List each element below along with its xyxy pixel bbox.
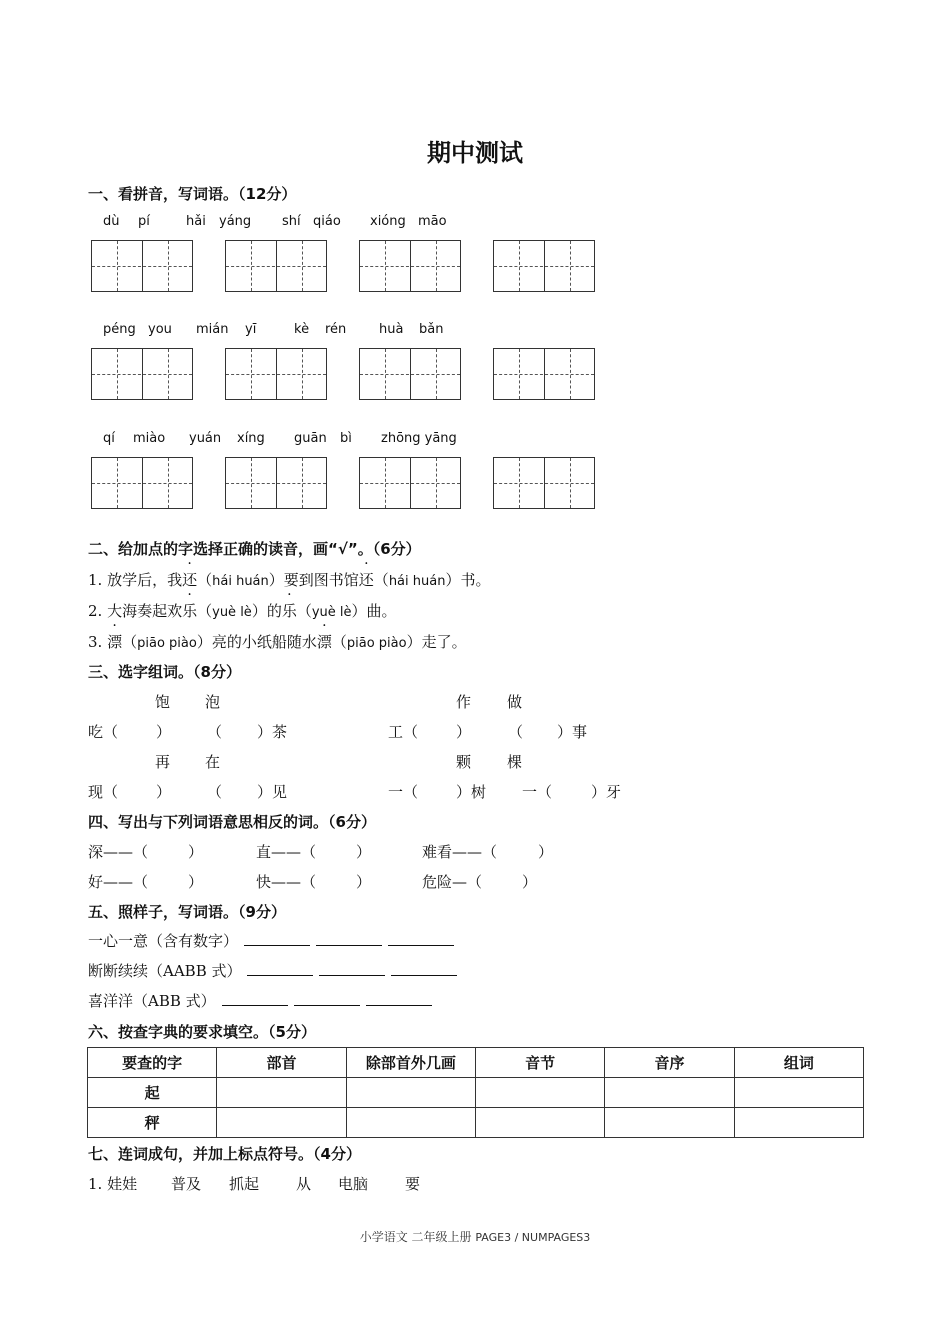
antonym-close: ） — [356, 873, 372, 891]
page-footer — [0, 1228, 950, 1245]
section-7-heading: 七、连词成句，并加上标点符号。（4分） — [88, 1145, 361, 1163]
pinyin: bì — [340, 431, 352, 446]
pinyin: zhōng yāng — [381, 431, 457, 446]
dotted-char: 还 — [358, 571, 374, 589]
lookup-char: 起 — [88, 1078, 217, 1108]
char-option: 再 — [155, 753, 171, 771]
pinyin: pí — [138, 214, 150, 229]
writing-grid-row-2 — [0, 348, 950, 400]
fill-blank[interactable]: （ — [508, 723, 524, 741]
dictionary-table — [87, 1047, 864, 1138]
pinyin-choice[interactable]: hái huán — [388, 574, 446, 589]
word-token: 抓起 — [229, 1175, 260, 1193]
pinyin-row-2 — [0, 322, 950, 342]
pinyin-row-1 — [0, 214, 950, 234]
answer-cell[interactable] — [734, 1108, 863, 1138]
pinyin-row-3 — [0, 431, 950, 451]
writing-box[interactable] — [225, 348, 327, 400]
section-6-heading: 六、按查字典的要求填空。（5分） — [88, 1023, 316, 1041]
table-row — [88, 1108, 864, 1138]
reading-item-3: 3. 漂（piāo piào）亮的小纸船随水漂（piāo piào）走了。 — [88, 633, 467, 651]
answer-blank[interactable] — [388, 931, 454, 946]
fill-blank-close: ）茶 — [257, 723, 288, 741]
pinyin: hǎi — [186, 214, 206, 229]
pinyin-choice[interactable]: yuè lè — [212, 605, 252, 620]
column-header: 音节 — [475, 1048, 604, 1078]
column-header: 要查的字 — [88, 1048, 217, 1078]
footer-page-code: PAGE3 / NUMPAGES3 — [475, 1231, 591, 1244]
word-token: 1. 娃娃 — [88, 1175, 138, 1193]
pattern-item-1: 一心一意（含有数字） — [88, 930, 454, 951]
writing-box[interactable] — [91, 240, 193, 292]
writing-box[interactable] — [225, 457, 327, 509]
answer-cell[interactable] — [475, 1108, 604, 1138]
char-option: 作 — [456, 693, 472, 711]
column-header: 除部首外几画 — [346, 1048, 475, 1078]
answer-cell[interactable] — [346, 1108, 475, 1138]
pinyin: huà — [379, 322, 404, 337]
answer-blank[interactable] — [366, 991, 432, 1006]
word-token: 电脑 — [338, 1175, 369, 1193]
column-header: 组词 — [734, 1048, 863, 1078]
reading-item-2: 2. 大海奏起欢乐（yuè lè）的乐（yuè lè）曲。 — [88, 602, 397, 620]
answer-blank[interactable] — [294, 991, 360, 1006]
antonym-close: ） — [188, 843, 204, 861]
section-4-heading: 四、写出与下列词语意思相反的词。（6分） — [88, 813, 376, 831]
lookup-char: 秤 — [88, 1108, 217, 1138]
answer-blank[interactable] — [244, 931, 310, 946]
antonym-prompt[interactable]: 深——（ — [88, 843, 149, 861]
answer-cell[interactable] — [346, 1078, 475, 1108]
fill-blank[interactable]: 工（ — [388, 723, 419, 741]
antonym-prompt[interactable]: 好——（ — [88, 873, 149, 891]
column-header: 音序 — [605, 1048, 734, 1078]
writing-box[interactable] — [225, 240, 327, 292]
pinyin: mián — [196, 322, 229, 337]
pinyin: xióng — [370, 214, 406, 229]
answer-cell[interactable] — [605, 1078, 734, 1108]
fill-blank-close: ） — [156, 723, 172, 741]
char-option: 棵 — [507, 753, 523, 771]
pinyin-choice[interactable]: yuè lè — [311, 605, 352, 620]
pinyin: you — [148, 322, 172, 337]
antonym-close: ） — [538, 843, 554, 861]
writing-box[interactable] — [493, 348, 595, 400]
answer-cell[interactable] — [734, 1078, 863, 1108]
char-option: 泡 — [205, 693, 221, 711]
pinyin: yuán — [189, 431, 222, 446]
writing-box[interactable] — [359, 457, 461, 509]
dotted-char: 漂 — [107, 633, 123, 651]
dotted-char: 还 — [182, 571, 198, 589]
writing-grid-row-1 — [0, 240, 950, 292]
fill-blank-close: ） — [456, 723, 472, 741]
table-row — [88, 1078, 864, 1108]
pinyin: shí — [282, 214, 301, 229]
writing-box[interactable] — [493, 457, 595, 509]
pinyin: kè — [294, 322, 310, 337]
dotted-char: 漂 — [316, 633, 332, 651]
fill-blank[interactable]: 一（ — [522, 783, 553, 801]
answer-blank[interactable] — [247, 961, 313, 976]
fill-blank-close: ）树 — [456, 783, 487, 801]
answer-blank[interactable] — [316, 931, 382, 946]
pinyin: yī — [245, 322, 257, 337]
char-option: 在 — [205, 753, 221, 771]
writing-box[interactable] — [359, 348, 461, 400]
writing-grid-row-3 — [0, 457, 950, 509]
section-5-heading: 五、照样子，写词语。（9分） — [88, 903, 286, 921]
antonym-close: ） — [522, 873, 538, 891]
char-option: 饱 — [155, 693, 171, 711]
pinyin: qiáo — [313, 214, 341, 229]
pinyin: xíng — [237, 431, 265, 446]
word-token: 普及 — [171, 1175, 202, 1193]
fill-blank[interactable]: （ — [207, 783, 223, 801]
antonym-close: ） — [188, 873, 204, 891]
pinyin-choice[interactable]: piāo piào — [346, 636, 407, 651]
fill-blank[interactable]: 吃（ — [88, 723, 119, 741]
table-header-row — [88, 1048, 864, 1078]
fill-blank[interactable]: 一（ — [388, 783, 419, 801]
writing-box[interactable] — [91, 457, 193, 509]
fill-blank-close: ） — [156, 783, 172, 801]
fill-blank-close: ）事 — [557, 723, 588, 741]
fill-blank-close: ）牙 — [591, 783, 622, 801]
word-token: 要 — [405, 1175, 421, 1193]
page-title: 期中测试 — [427, 139, 523, 167]
pinyin: guān — [294, 431, 327, 446]
section-1-heading: 一、看拼音，写词语。（12分） — [88, 185, 297, 203]
antonym-close: ） — [356, 843, 372, 861]
dotted-char: 乐 — [281, 602, 297, 620]
char-option: 做 — [507, 693, 523, 711]
answer-blank[interactable] — [391, 961, 457, 976]
writing-box[interactable] — [493, 240, 595, 292]
pinyin: bǎn — [419, 322, 444, 337]
antonym-prompt[interactable]: 直——（ — [256, 843, 317, 861]
pinyin-choice[interactable]: piāo piào — [137, 636, 197, 651]
fill-blank[interactable]: （ — [207, 723, 223, 741]
pinyin: péng — [103, 322, 136, 337]
fill-blank-close: ）见 — [257, 783, 288, 801]
pattern-item-3: 喜洋洋（ABB 式） — [88, 990, 432, 1011]
answer-cell[interactable] — [217, 1078, 346, 1108]
dotted-char: 乐 — [182, 602, 198, 620]
footer-text: 小学语文 二年级上册 — [359, 1230, 472, 1244]
pinyin: qí — [103, 431, 115, 446]
antonym-prompt[interactable]: 快——（ — [256, 873, 317, 891]
pinyin: yáng — [219, 214, 252, 229]
answer-blank[interactable] — [222, 991, 288, 1006]
answer-cell[interactable] — [605, 1108, 734, 1138]
section-2-heading: 二、给加点的字选择正确的读音，画“√”。（6分） — [88, 540, 421, 558]
pinyin: dù — [103, 214, 120, 229]
pinyin: miào — [133, 431, 166, 446]
antonym-prompt[interactable]: 危险—（ — [422, 873, 483, 891]
section-3-heading: 三、选字组词。（8分） — [88, 663, 241, 681]
column-header: 部首 — [217, 1048, 346, 1078]
pattern-item-2: 断断续续（AABB 式） — [88, 960, 457, 981]
answer-blank[interactable] — [319, 961, 385, 976]
answer-cell[interactable] — [217, 1108, 346, 1138]
fill-blank[interactable]: 现（ — [88, 783, 119, 801]
pinyin-choice[interactable]: hái huán — [212, 574, 269, 589]
antonym-prompt[interactable]: 难看——（ — [422, 843, 498, 861]
pinyin: māo — [418, 214, 447, 229]
char-option: 颗 — [456, 753, 472, 771]
writing-box[interactable] — [91, 348, 193, 400]
reading-item-1: 1. 放学后，我还（hái huán）要到图书馆还（hái huán）书。 — [88, 571, 491, 589]
word-token: 从 — [296, 1175, 312, 1193]
writing-box[interactable] — [359, 240, 461, 292]
answer-cell[interactable] — [475, 1078, 604, 1108]
pinyin: rén — [325, 322, 347, 337]
